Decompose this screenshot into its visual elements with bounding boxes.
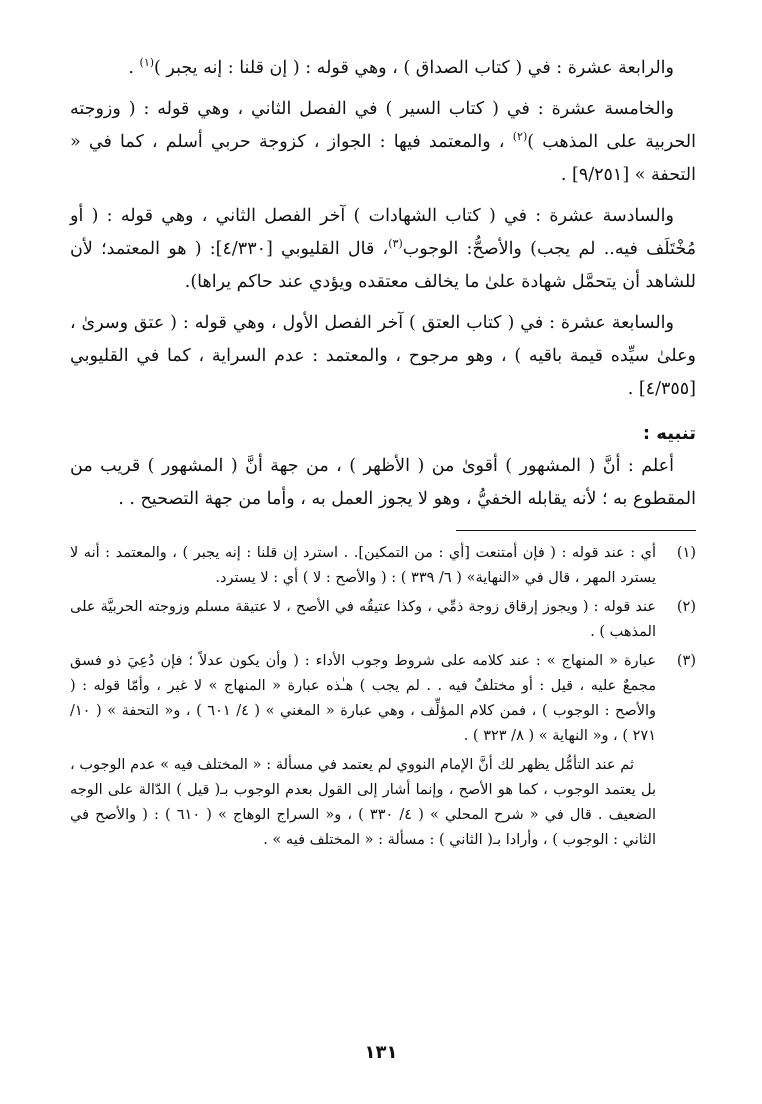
- footnote-number: (١): [676, 545, 696, 561]
- footnote-number: (٢): [676, 599, 696, 615]
- footnote-text: عبارة « المنهاج » : عند كلامه على شروط وجوب الأداء : ( وأن يكون عدلاً ؛ فإن دُعِيَ ذو فسق مجمعٌ عليه ، قيل : أو مختلفٌ فيه . . لم يجب ) هـٰذه عبارة « المنهاج » لا غير ، وأمّا قوله : ( والأصح : الوجوب ) ، فمن كلام المؤلِّف ، وهي عبارة « المغني » ( ٤/ ٦٠١ ) ، و« التحفة » ( ١٠/ ٢٧١ ) ، و« النهاية » ( ٨/ ٣٢٣ ) .: [70, 653, 657, 744]
- page-body: [70, 52, 696, 853]
- footnote-number: (٣): [676, 653, 696, 669]
- page-number: ١٣١: [364, 1042, 398, 1063]
- footnote-2: [70, 595, 696, 645]
- paragraph-3: والسادسة عشرة : في ( كتاب الشهادات ) آخر الفصل الثاني ، وهي قوله : ( أو مُخْتَلَف فيه.. لم يجب) والأصحُّ: الوجوب$^{(٣)}$، قال القليوبي [٤/٣٣٠]: ( هو المعتمد؛ لأن للشاهد أن يتحمَّل شهادة علىٰ ما يخالف معتقده ويؤدي عند حاكم يراها).: [70, 206, 696, 292]
- footnote-3: [70, 649, 696, 749]
- footnote-text: أي : عند قوله : ( فإن أمتنعت [أي : من التمكين]. . استرد إن قلنا : إنه يجبر ) ، والمعتمد : أنه لا يسترد المهر ، قال في «النهاية» ( ٦/ ٣٣٩ ) : ( والأصح : لا ) أي : لا يسترد.: [70, 545, 656, 586]
- paragraph-2: والخامسة عشرة : في ( كتاب السير ) في الفصل الثاني ، وهي قوله : ( وزوجته الحربية على المذهب )$^{(٢)}$ ، والمعتمد فيها : الجواز ، كزوجة حربي أسلم ، كما في « التحفة » [٩/٢٥١] .: [70, 99, 696, 185]
- footnote-3-continuation: ثم عند التأمُّل يظهر لك أنَّ الإمام النووي لم يعتمد في مسألة : « المختلف فيه » عدم الوجوب ، بل يعتمد الوجوب ، كما هو الأصح ، وإنما أشار إلى القول بعدم الوجوب بـ( قيل ) الدّالة على الوجه الضعيف . قال في « شرح المحلي » ( ٤/ ٣٣٠ ) ، و« السراج الوهاج » ( ٦١٠ ) : ( والأصح في الثاني : الوجوب ) ، وأرادا بـ( الثاني ) : مسألة : « المختلف فيه » .: [70, 757, 657, 848]
- footnote-divider: [456, 530, 696, 531]
- paragraph-5: أعلم : أنَّ ( المشهور ) أقوىٰ من ( الأظهر ) ، من جهة أنَّ ( المشهور ) قريب من المقطوع به ؛ لأنه يقابله الخفيُّ ، وهو لا يجوز العمل به ، وأما من جهة التصحيح . .: [70, 456, 696, 509]
- paragraph-4: والسابعة عشرة : في ( كتاب العتق ) آخر الفصل الأول ، وهي قوله : ( عتق وسرىٰ ، وعلىٰ سيِّده قيمة باقيه ) ، وهو مرجوح ، والمعتمد : عدم السراية ، كما في القليوبي [٤/٣٥٥] .: [70, 313, 696, 399]
- paragraph-1: والرابعة عشرة : في ( كتاب الصداق ) ، وهي قوله : ( إن قلنا : إنه يجبر )$^{(١)}$ .: [128, 56, 674, 78]
- footnote-ref-1[interactable]: (١): [139, 56, 155, 70]
- footnote-1: [70, 541, 696, 591]
- section-heading: تنبيه :: [642, 423, 696, 444]
- footnote-ref-2[interactable]: (٢): [512, 130, 528, 144]
- footnote-ref-3[interactable]: (٣): [388, 237, 403, 251]
- footnote-text: عند قوله : ( ويجوز إرقاق زوجة ذمِّي ، وكذا عتيقُه في الأصح ، لا عتيقة مسلم وزوجته الحربيَّة على المذهب ) .: [70, 599, 656, 640]
